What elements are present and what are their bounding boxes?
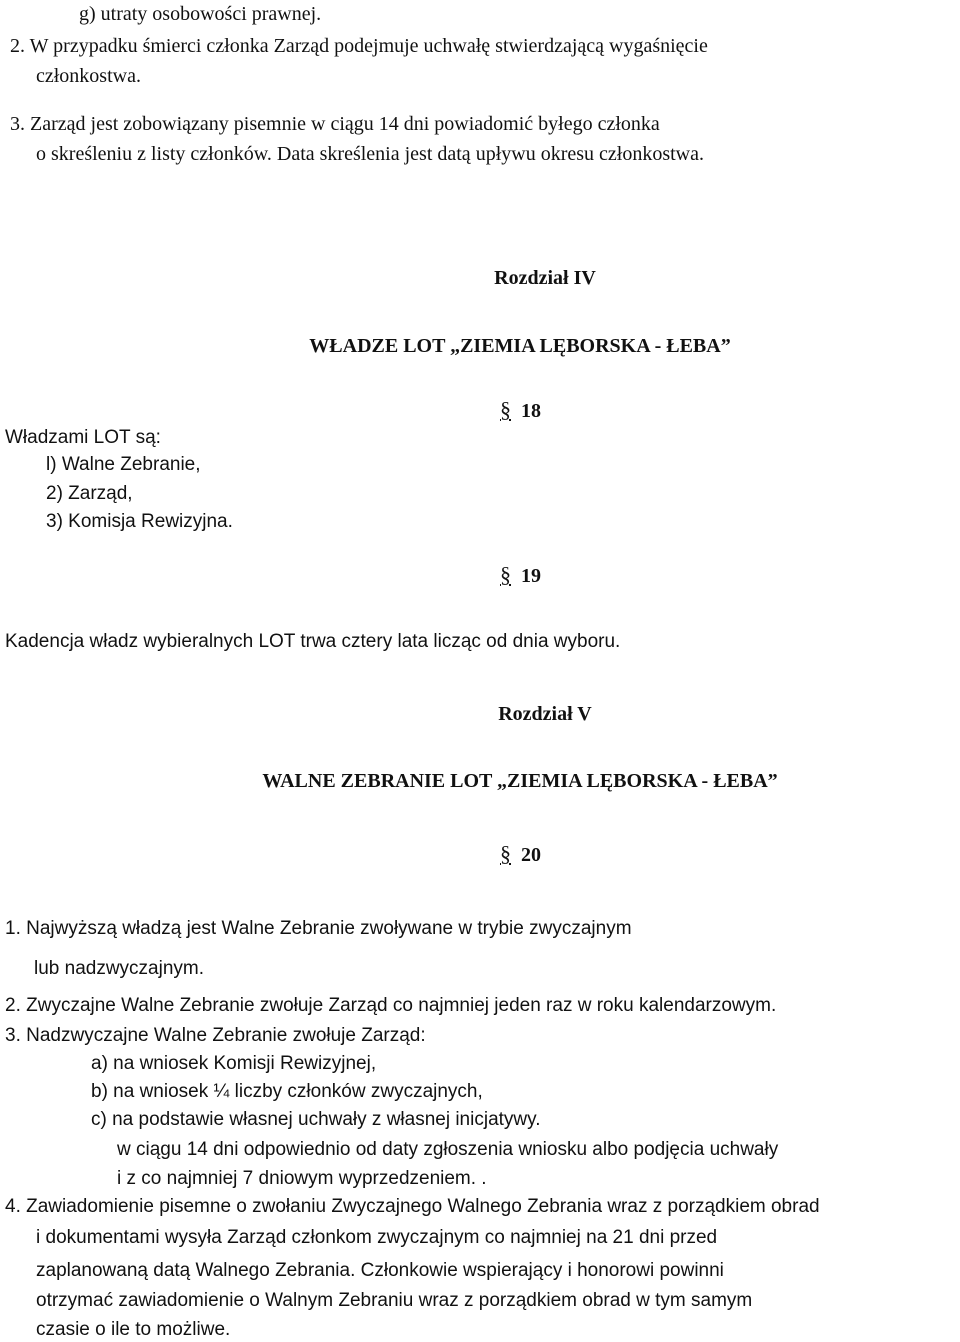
s20-line: zaplanowaną datą Walnego Zebrania. Członkowie wspierający i honorowi powinni bbox=[36, 1260, 724, 1281]
section-number: 19 bbox=[521, 565, 541, 587]
s20-line: czasie o ile to możliwe. bbox=[36, 1319, 231, 1340]
s20-line: lub nadzwyczajnym. bbox=[34, 958, 205, 979]
paragraph-3-cont: o skreśleniu z listy członków. Data skreślenia jest datą upływu okresu członkostwa. bbox=[36, 143, 704, 165]
section-20 bbox=[500, 842, 541, 867]
s20-subitem: b) na wniosek ¼ liczby członków zwyczajnych, bbox=[91, 1081, 483, 1102]
chapter-4-heading: Rozdział IV bbox=[494, 267, 596, 289]
s20-line: i dokumentami wysyła Zarząd członkom zwyczajnym co najmniej na 21 dni przed bbox=[36, 1227, 718, 1248]
section-19 bbox=[500, 563, 541, 588]
chapter-5-title: WALNE ZEBRANIE LOT „ZIEMIA LĘBORSKA - ŁEBA” bbox=[262, 770, 778, 792]
section-19-text: Kadencja władz wybieralnych LOT trwa cztery lata licząc od dnia wyboru. bbox=[5, 631, 621, 652]
s20-subitem: a) na wniosek Komisji Rewizyjnej, bbox=[91, 1053, 377, 1074]
s20-line: 2. Zwyczajne Walne Zebranie zwołuje Zarząd co najmniej jeden raz w roku kalendarzowym. bbox=[5, 995, 777, 1016]
section-sign-icon: § bbox=[500, 562, 511, 587]
authority-item: 3) Komisja Rewizyjna. bbox=[46, 511, 233, 532]
item-g: g) utraty osobowości prawnej. bbox=[79, 3, 322, 25]
authority-item: 2) Zarząd, bbox=[46, 483, 133, 504]
paragraph-2-cont: członkostwa. bbox=[36, 65, 141, 87]
section-sign-icon: § bbox=[500, 841, 511, 866]
chapter-5-heading: Rozdział V bbox=[498, 703, 592, 725]
s20-line: 1. Najwyższą władzą jest Walne Zebranie zwoływane w trybie zwyczajnym bbox=[5, 918, 632, 939]
section-18 bbox=[500, 398, 541, 423]
section-number: 20 bbox=[521, 844, 541, 866]
authorities-intro: Władzami LOT są: bbox=[5, 427, 161, 448]
s20-line: 4. Zawiadomienie pisemne o zwołaniu Zwyczajnego Walnego Zebrania wraz z porządkiem obrad bbox=[5, 1196, 820, 1217]
s20-line: i z co najmniej 7 dniowym wyprzedzeniem. . bbox=[117, 1168, 487, 1189]
section-number: 18 bbox=[521, 400, 541, 422]
chapter-4-title: WŁADZE LOT „ZIEMIA LĘBORSKA - ŁEBA” bbox=[309, 335, 731, 357]
s20-line: 3. Nadzwyczajne Walne Zebranie zwołuje Zarząd: bbox=[5, 1025, 426, 1046]
authority-item: l) Walne Zebranie, bbox=[46, 454, 201, 475]
paragraph-2: 2. W przypadku śmierci członka Zarząd podejmuje uchwałę stwierdzającą wygaśnięcie bbox=[10, 35, 708, 57]
paragraph-3: 3. Zarząd jest zobowiązany pisemnie w ciągu 14 dni powiadomić byłego członka bbox=[10, 113, 660, 135]
section-sign-icon: § bbox=[500, 397, 511, 422]
s20-subitem: c) na podstawie własnej uchwały z własnej inicjatywy. bbox=[91, 1109, 541, 1130]
s20-line: w ciągu 14 dni odpowiednio od daty zgłoszenia wniosku albo podjęcia uchwały bbox=[117, 1139, 779, 1160]
s20-line: otrzymać zawiadomienie o Walnym Zebraniu wraz z porządkiem obrad w tym samym bbox=[36, 1290, 753, 1311]
